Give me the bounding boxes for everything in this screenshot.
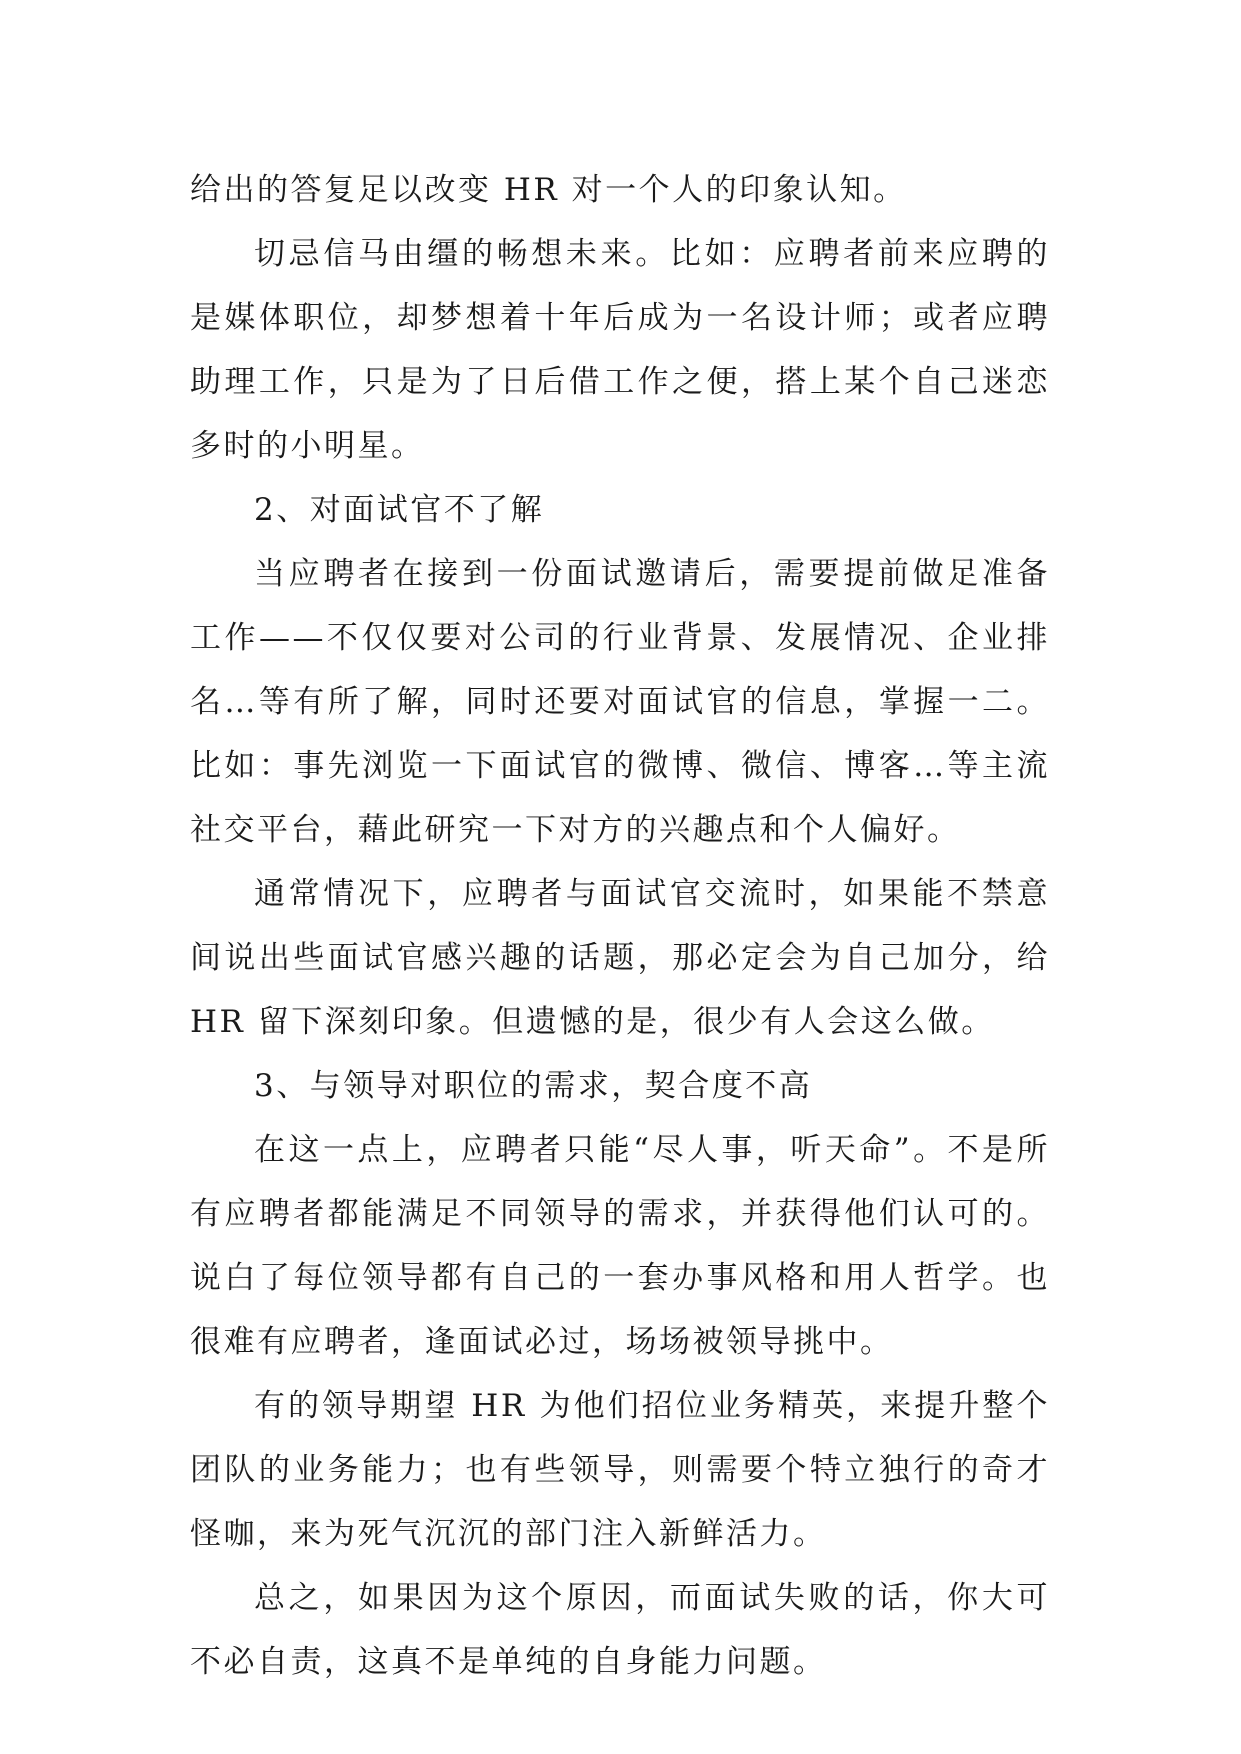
paragraph-8: 有的领导期望 HR 为他们招位业务精英，来提升整个团队的业务能力；也有些领导，则需要个特立独行的奇才怪咖，来为死气沉沉的部门注入新鲜活力。: [190, 1388, 1050, 1552]
paragraph-1: 给出的答复足以改变 HR 对一个人的印象认知。: [190, 172, 907, 208]
paragraph-9: 总之，如果因为这个原因，而面试失败的话，你大可不必自责，这真不是单纯的自身能力问题。: [190, 1580, 1050, 1680]
paragraph-7: 在这一点上，应聘者只能“尽人事，听天命”。不是所有应聘者都能满足不同领导的需求，并获得他们认可的。说白了每位领导都有自己的一套办事风格和用人哲学。也很难有应聘者，逢面试必过，场场被领导挑中。: [190, 1132, 1050, 1360]
document-body: [190, 158, 1050, 1694]
section-heading-2: 2、对面试官不了解: [254, 492, 545, 528]
paragraph-2: 切忌信马由缰的畅想未来。比如：应聘者前来应聘的是媒体职位，却梦想着十年后成为一名设计师；或者应聘助理工作，只是为了日后借工作之便，搭上某个自己迷恋多时的小明星。: [190, 236, 1050, 464]
paragraph-5: 通常情况下，应聘者与面试官交流时，如果能不禁意间说出些面试官感兴趣的话题，那必定会为自己加分，给 HR 留下深刻印象。但遗憾的是，很少有人会这么做。: [190, 876, 1050, 1040]
paragraph-4: 当应聘者在接到一份面试邀请后，需要提前做足准备工作——不仅仅要对公司的行业背景、发展情况、企业排名…等有所了解，同时还要对面试官的信息，掌握一二。比如：事先浏览一下面试官的微博、微信、博客…等主流社交平台，藉此研究一下对方的兴趣点和个人偏好。: [190, 556, 1050, 848]
section-heading-3: 3、与领导对职位的需求，契合度不高: [254, 1068, 813, 1104]
